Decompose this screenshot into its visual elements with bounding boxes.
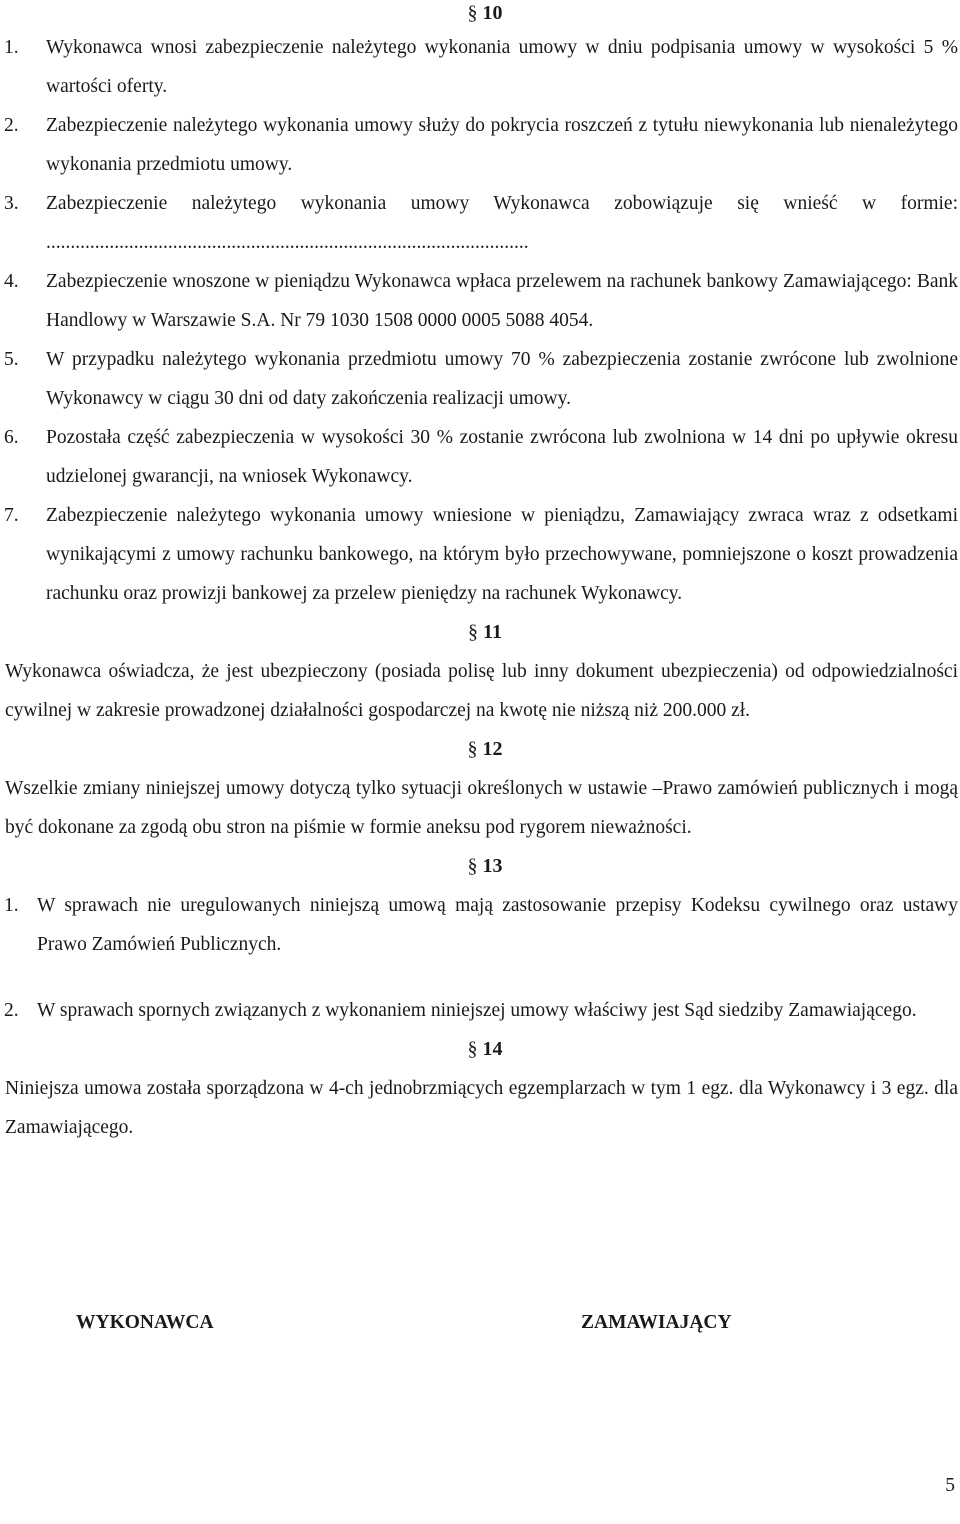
list-text: Zabezpieczenie wnoszone w pieniądzu Wykonawca wpłaca przelewem na rachunek bankowy Zamawiającego: Bank Handlowy w Warszawie S.A. Nr 79 1030 1508 0000 0005 5088 4054. (46, 271, 958, 331)
section-symbol: § (467, 738, 478, 760)
list-text: Pozostała część zabezpieczenia w wysokości 30 % zostanie zwrócona lub zwolniona w 14 dni po upływie okresu udzielonej gwarancji, na wniosek Wykonawcy. (46, 427, 958, 487)
s13-item-2 (0, 991, 960, 1030)
list-number: 3. (4, 193, 19, 214)
page-number: 5 (945, 1475, 955, 1496)
list-text: Wykonawca wnosi zabezpieczenie należytego wykonania umowy w dniu podpisania umowy w wysokości 5 % wartości oferty. (46, 37, 958, 97)
section-11-heading (0, 613, 960, 652)
list-number: 2. (4, 115, 19, 136)
section-14-heading (0, 1030, 960, 1069)
list-number: 6. (4, 427, 19, 448)
section-12-heading (0, 730, 960, 769)
s14-paragraph: Niniejsza umowa została sporządzona w 4-ch jednobrzmiących egzemplarzach w tym 1 egz. dla Wykonawcy i 3 egz. dla Zamawiającego. (5, 1078, 958, 1138)
list-number: 4. (4, 271, 19, 292)
s10-item-1 (0, 28, 960, 106)
list-text: Zabezpieczenie należytego wykonania umowy Wykonawca zobowiązuje się wnieść w formie: ................................................................................................... (46, 193, 958, 253)
section-symbol: § (468, 621, 479, 643)
s10-item-4 (0, 262, 960, 340)
s12-paragraph: Wszelkie zmiany niniejszej umowy dotyczą tylko sytuacji określonych w ustawie –Prawo zamówień publicznych i mogą być dokonane za zgodą obu stron na piśmie w formie aneksu pod rygorem nieważności. (5, 778, 958, 838)
section-number: 13 (482, 855, 503, 877)
section-symbol: § (467, 1038, 478, 1060)
s10-item-2 (0, 106, 960, 184)
s11-paragraph: Wykonawca oświadcza, że jest ubezpieczony (posiada polisę lub inny dokument ubezpieczenia) od odpowiedzialności cywilnej w zakresie prowadzonej działalności gospodarczej na kwotę nie niższą niż 200.000 zł. (5, 661, 958, 721)
section-number: 14 (482, 1038, 503, 1060)
client-signature-label: ZAMAWIAJĄCY (581, 1312, 732, 1333)
list-text: W sprawach nie uregulowanych niniejszą umową mają zastosowanie przepisy Kodeksu cywilnego oraz ustawy Prawo Zamówień Publicznych. (37, 895, 958, 955)
list-number: 1. (4, 895, 19, 916)
s13-item-1 (0, 886, 960, 964)
list-text: W przypadku należytego wykonania przedmiotu umowy 70 % zabezpieczenia zostanie zwrócone lub zwolnione Wykonawcy w ciągu 30 dni od daty zakończenia realizacji umowy. (46, 349, 958, 409)
section-number: 11 (483, 621, 502, 643)
section-13-heading (0, 847, 960, 886)
s10-item-5 (0, 340, 960, 418)
section-number: 10 (482, 2, 503, 24)
contractor-signature-label: WYKONAWCA (76, 1312, 214, 1333)
s10-item-6 (0, 418, 960, 496)
list-text: Zabezpieczenie należytego wykonania umowy służy do pokrycia roszczeń z tytułu niewykonania lub nienależytego wykonania przedmiotu umowy. (46, 115, 958, 175)
s10-item-7 (0, 496, 960, 613)
section-number: 12 (482, 738, 503, 760)
list-number: 5. (4, 349, 19, 370)
list-number: 2. (4, 1000, 19, 1021)
list-text: Zabezpieczenie należytego wykonania umowy wniesione w pieniądzu, Zamawiający zwraca wraz z odsetkami wynikającymi z umowy rachunku bankowego, na którym było przechowywane, pomniejszone o koszt prowadzenia rachunku oraz prowizji bankowej za przelew pieniędzy na rachunek Wykonawcy. (46, 505, 958, 604)
section-symbol: § (467, 2, 478, 24)
list-number: 1. (4, 37, 19, 58)
list-text: W sprawach spornych związanych z wykonaniem niniejszej umowy właściwy jest Sąd siedziby Zamawiającego. (37, 1000, 917, 1021)
s10-item-3 (0, 184, 960, 262)
section-symbol: § (467, 855, 478, 877)
list-number: 7. (4, 505, 19, 526)
